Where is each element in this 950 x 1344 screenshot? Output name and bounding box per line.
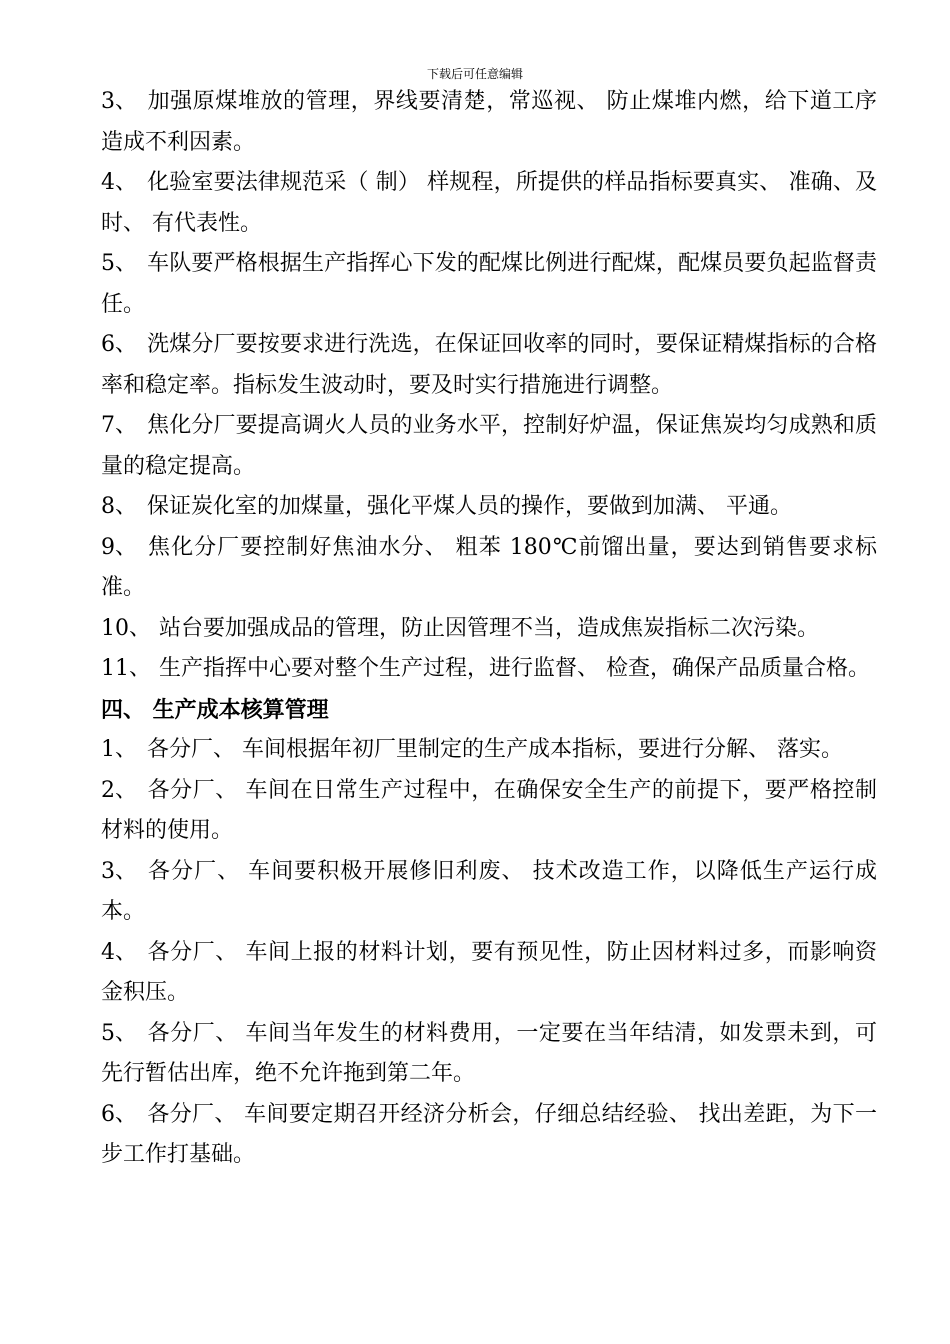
item-number: 8、 [101,494,137,519]
item-number: 3、 [101,89,137,114]
list-item [101,325,877,406]
list-item [101,1014,877,1095]
header-note: 下载后可任意编辑 [426,67,523,81]
list-item [101,730,877,771]
item-text: 化验室要法律规范采（ 制） 样规程，所提供的样品指标要真实、 准确、及时、 有代表性。 [101,170,877,236]
list-item [101,406,877,487]
item-text: 保证炭化室的加煤量，强化平煤人员的操作，要做到加满、 平通。 [147,494,792,519]
list-item [101,609,877,650]
item-text: 车队要严格根据生产指挥心下发的配煤比例进行配煤，配煤员要负起监督责任。 [101,251,877,317]
item-number: 10、 [101,615,151,641]
document-body [101,82,877,1176]
item-number: 5、 [101,251,137,276]
list-item [101,852,877,933]
item-text: 焦化分厂要提高调火人员的业务水平，控制好炉温，保证焦炭均匀成熟和质量的稳定提高。 [101,413,877,479]
item-number: 6、 [101,1101,137,1127]
item-text: 焦化分厂要控制好焦油水分、 粗苯 180℃前馏出量，要达到销售要求标准。 [101,534,877,600]
item-number: 3、 [101,858,137,884]
item-text: 各分厂、 车间在日常生产过程中，在确保安全生产的前提下，要严格控制材料的使用。 [101,777,877,843]
item-text: 各分厂、 车间要定期召开经济分析会，仔细总结经验、 找出差距，为下一步工作打基础。 [101,1101,877,1167]
list-item [101,528,877,609]
item-number: 5、 [101,1020,137,1046]
item-number: 4、 [101,170,137,195]
item-text: 各分厂、 车间要积极开展修旧利废、 技术改造工作，以降低生产运行成本。 [101,858,877,924]
list-item [101,244,877,325]
item-text: 加强原煤堆放的管理，界线要清楚，常巡视、 防止煤堆内燃，给下道工序造成不利因素。 [101,89,877,155]
item-text: 各分厂、 车间上报的材料计划，要有预见性，防止因材料过多，而影响资金积压。 [101,939,877,1005]
list-item [101,487,877,528]
list-item [101,771,877,852]
item-number: 4、 [101,939,137,965]
item-number: 6、 [101,332,137,357]
item-number: 7、 [101,413,137,438]
list-item [101,82,877,163]
item-number: 2、 [101,777,137,803]
item-number: 1、 [101,737,137,762]
item-text: 站台要加强成品的管理，防止因管理不当，造成焦炭指标二次污染。 [159,615,820,641]
item-number: 9、 [101,534,137,560]
item-text: 各分厂、 车间根据年初厂里制定的生产成本指标，要进行分解、 落实。 [147,737,843,762]
item-text: 各分厂、 车间当年发生的材料费用，一定要在当年结清，如发票未到，可先行暂估出库，绝不允许拖到第二年。 [101,1020,877,1086]
item-text: 生产指挥中心要对整个生产过程，进行监督、 检查，确保产品质量合格。 [159,656,870,681]
item-text: 洗煤分厂要按要求进行洗选，在保证回收率的同时，要保证精煤指标的合格率和稳定率。指标发生波动时，要及时实行措施进行调整。 [101,332,877,398]
list-item [101,163,877,244]
item-number: 11、 [101,656,151,681]
list-item [101,649,877,690]
list-item [101,933,877,1014]
list-item [101,1095,877,1176]
section-heading: 四、 生产成本核算管理 [101,696,329,723]
